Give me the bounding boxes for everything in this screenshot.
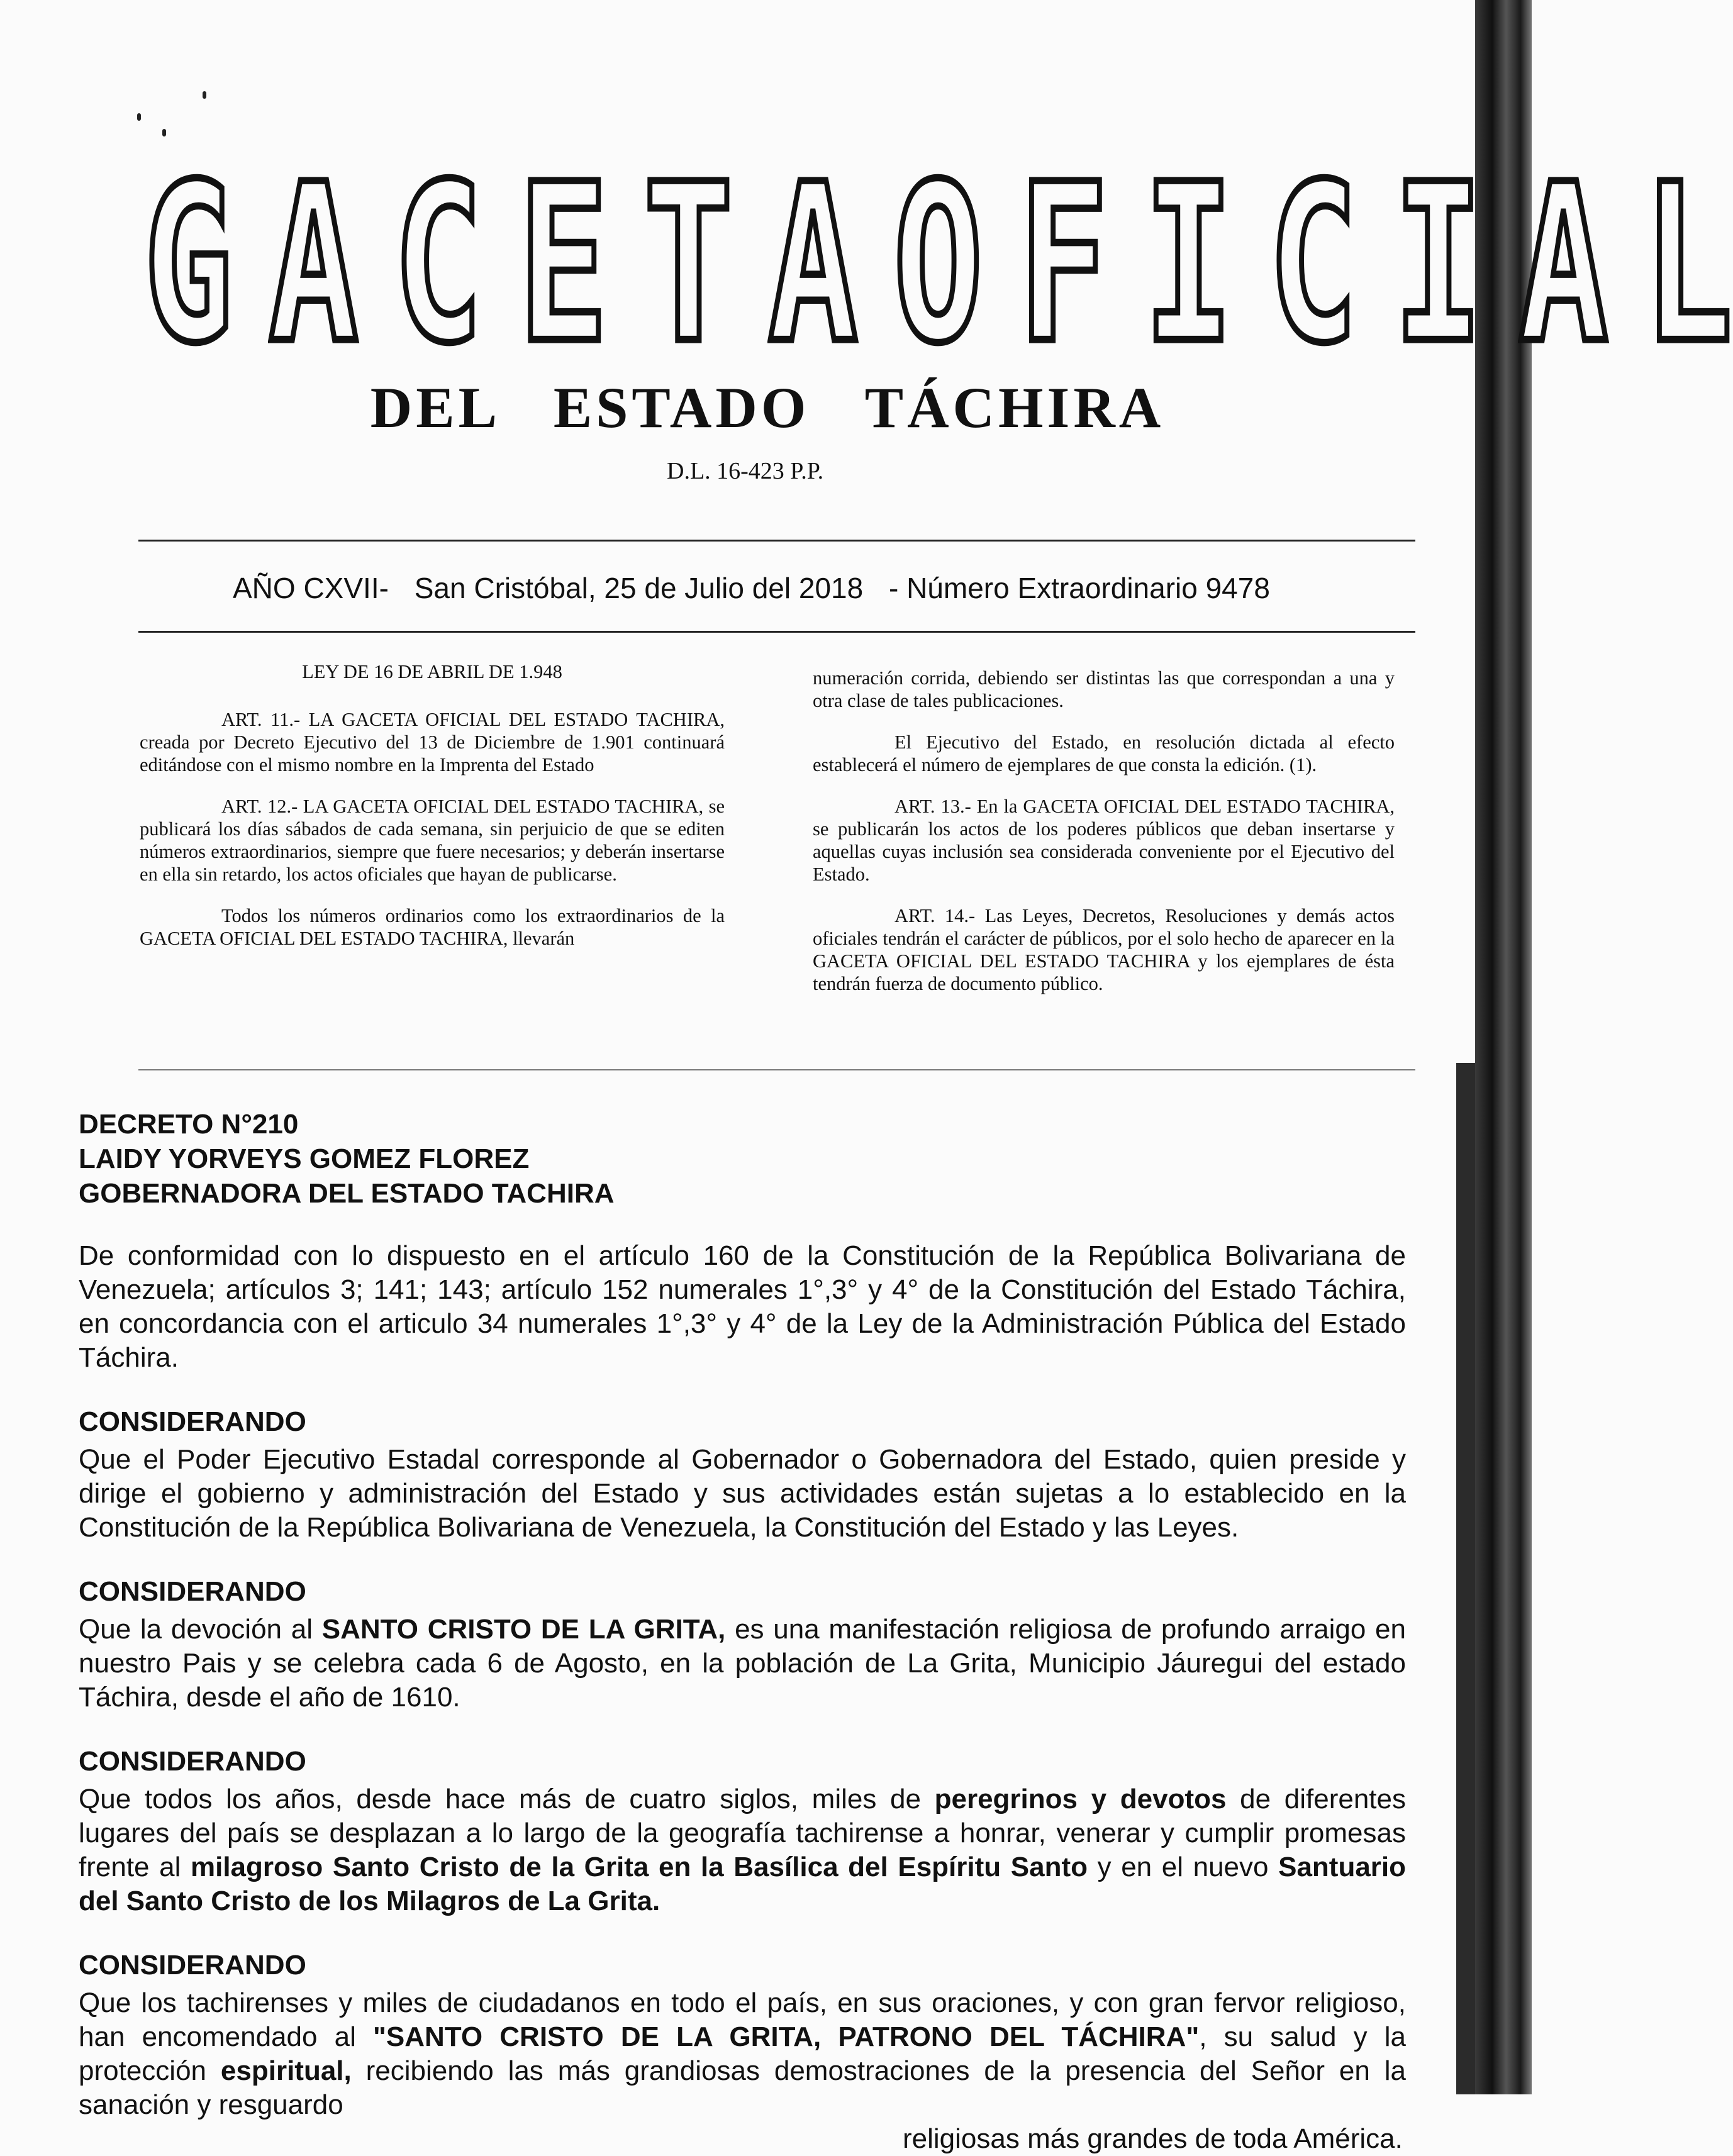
law-column-left	[140, 660, 725, 969]
emphasis: espiritual,	[220, 2055, 352, 2086]
title-letter: C	[393, 137, 484, 391]
title-letter: I	[1393, 137, 1483, 391]
title-letter: G	[143, 137, 233, 391]
law-paragraph: El Ejecutivo del Estado, en resolución dictada al efecto establecerá el número de ejemplares de que consta la edición. (1).	[813, 731, 1395, 775]
title-letter: I	[1143, 137, 1234, 391]
title-letter: L	[1643, 137, 1733, 391]
text-run: de diferentes lugares del país se desplazan a lo largo de la geografía tachirense a honrar, venerar y cumplir promesas frente al	[79, 1784, 1406, 1882]
emphasis: peregrinos y devotos	[934, 1784, 1227, 1814]
considerando-heading: CONSIDERANDO	[79, 1576, 306, 1607]
considerando-text: Que el Poder Ejecutivo Estadal corresponde al Gobernador o Gobernadora del Estado, quien preside y dirige el gobierno y administración del Estado y sus actividades están sujetas a lo establecido en la Constitución de la República Bolivariana de Venezuela, la Constitución del Estado y las Leyes.	[79, 1444, 1406, 1543]
decree-signatory: LAIDY YORVEYS GOMEZ FLOREZ	[79, 1143, 530, 1174]
considerando-text-cut	[79, 2122, 1406, 2156]
considerando-heading: CONSIDERANDO	[79, 1950, 306, 1981]
decree-intro: De conformidad con lo dispuesto en el artículo 160 de la Constitución de la República Bolivariana de Venezuela; artículos 3; 141; 143; artículo 152 numerales 1°,3° y 4° de la Constitución del Estado Táchira, en concordancia con el articulo 34 numerales 1°,3° y 4° de la Ley de la Administración Pública del Estado Táchira.	[79, 1240, 1406, 1373]
emphasis: "SANTO CRISTO DE LA GRITA, PATRONO DEL TÁCHIRA"	[373, 2021, 1200, 2052]
title-letter: O	[893, 137, 983, 391]
gazette-subtitle: DEL ESTADO TÁCHIRA	[370, 375, 1165, 440]
emphasis: SANTO CRISTO DE LA GRITA,	[321, 1614, 726, 1645]
scan-shadow	[1456, 1063, 1475, 2094]
decree-number: DECRETO N°210	[79, 1109, 299, 1140]
law-column-right	[813, 667, 1395, 1014]
law-paragraph: ART. 11.- LA GACETA OFICIAL DEL ESTADO TACHIRA, creada por Decreto Ejecutivo del 13 de Diciembre de 1.901 continuará editándose con el mismo nombre en la Imprenta del Estado	[140, 709, 725, 775]
title-letter: F	[1018, 137, 1108, 391]
title-letter: C	[1268, 137, 1359, 391]
text-run: Que la devoción al	[79, 1614, 322, 1645]
legal-deposit: D.L. 16-423 P.P.	[667, 458, 824, 484]
law-paragraph: ART. 12.- LA GACETA OFICIAL DEL ESTADO TACHIRA, se publicará los días sábados de cada semana, sin perjuicio de que se editen números extraordinarios, siempre que fuere necesarios; y deberán insertarse en ella sin retardo, los actos oficiales que hayan de publicarse.	[140, 796, 725, 885]
law-paragraph: Todos los números ordinarios como los extraordinarios de la GACETA OFICIAL DEL ESTADO TACHIRA, llevarán	[140, 905, 725, 949]
emphasis: milagroso Santo Cristo de la Grita en la Basílica del Espíritu Santo	[190, 1852, 1088, 1882]
text-run: recibiendo las más grandiosas demostraciones de la presencia del Señor en la sanación y resguardo	[79, 2055, 1406, 2120]
law-paragraph: ART. 14.- Las Leyes, Decretos, Resoluciones y demás actos oficiales tendrán el carácter de públicos, por el solo hecho de aparecer en la GACETA OFICIAL DEL ESTADO TACHIRA y los ejemplares de ésta tendrán fuerza de documento público.	[813, 905, 1395, 994]
law-heading: LEY DE 16 DE ABRIL DE 1.948	[302, 661, 562, 682]
issue-number: - Número Extraordinario 9478	[888, 572, 1270, 604]
title-letter: A	[768, 137, 859, 391]
law-paragraph: numeración corrida, debiendo ser distintas las que correspondan a una y otra clase de tales publicaciones.	[813, 667, 1395, 711]
gazette-title	[126, 137, 1733, 391]
considerando-heading: CONSIDERANDO	[79, 1406, 306, 1437]
title-letter: T	[643, 137, 733, 391]
column-bottom-rule	[138, 1069, 1415, 1070]
decree-body	[79, 1107, 1406, 2156]
issue-place-date: San Cristóbal, 25 de Julio del 2018	[414, 572, 864, 604]
law-paragraph: ART. 13.- En la GACETA OFICIAL DEL ESTADO TACHIRA, se publicarán los actos de los poderes públicos que deban insertarse y aquellas cuyas inclusión sea considerada conveniente por el Ejecutivo del Estado.	[813, 796, 1395, 885]
title-letter: A	[268, 137, 359, 391]
considerando-text	[79, 1986, 1406, 2122]
text-run: es una manifestación religiosa de profundo arraigo en nuestro Pais y se celebra cada 6 de Agosto, en la población de La Grita, Municipio Jáuregui del estado Táchira, desde el año de 1610.	[79, 1614, 1407, 1713]
issue-year: AÑO CXVII-	[233, 572, 389, 604]
considerando-heading: CONSIDERANDO	[79, 1746, 306, 1777]
scan-speck	[137, 113, 141, 121]
considerando-text	[79, 1613, 1406, 1714]
text-run: Que los tachirenses y miles de ciudadanos en todo el país, en sus oraciones, y con gran fervor religioso, han encomendado al	[79, 1987, 1406, 2052]
scan-speck	[162, 129, 166, 136]
text-run: , su salud y la protección	[79, 2021, 1406, 2086]
text-run: y en el nuevo	[1087, 1852, 1279, 1882]
divider-top	[138, 540, 1415, 542]
issue-line	[233, 571, 1365, 605]
title-letter: A	[1518, 137, 1608, 391]
scan-speck	[203, 91, 206, 99]
emphasis: Santuario del Santo Cristo de los Milagros de La Grita.	[79, 1852, 1407, 1916]
divider-bottom	[138, 631, 1415, 633]
text-run: Que todos los años, desde hace más de cuatro siglos, miles de	[79, 1784, 935, 1814]
title-letter: E	[518, 137, 608, 391]
considerando-text	[79, 1782, 1406, 1918]
text-run: religiosas más grandes de toda América.	[903, 2123, 1403, 2154]
decree-position: GOBERNADORA DEL ESTADO TACHIRA	[79, 1178, 615, 1209]
